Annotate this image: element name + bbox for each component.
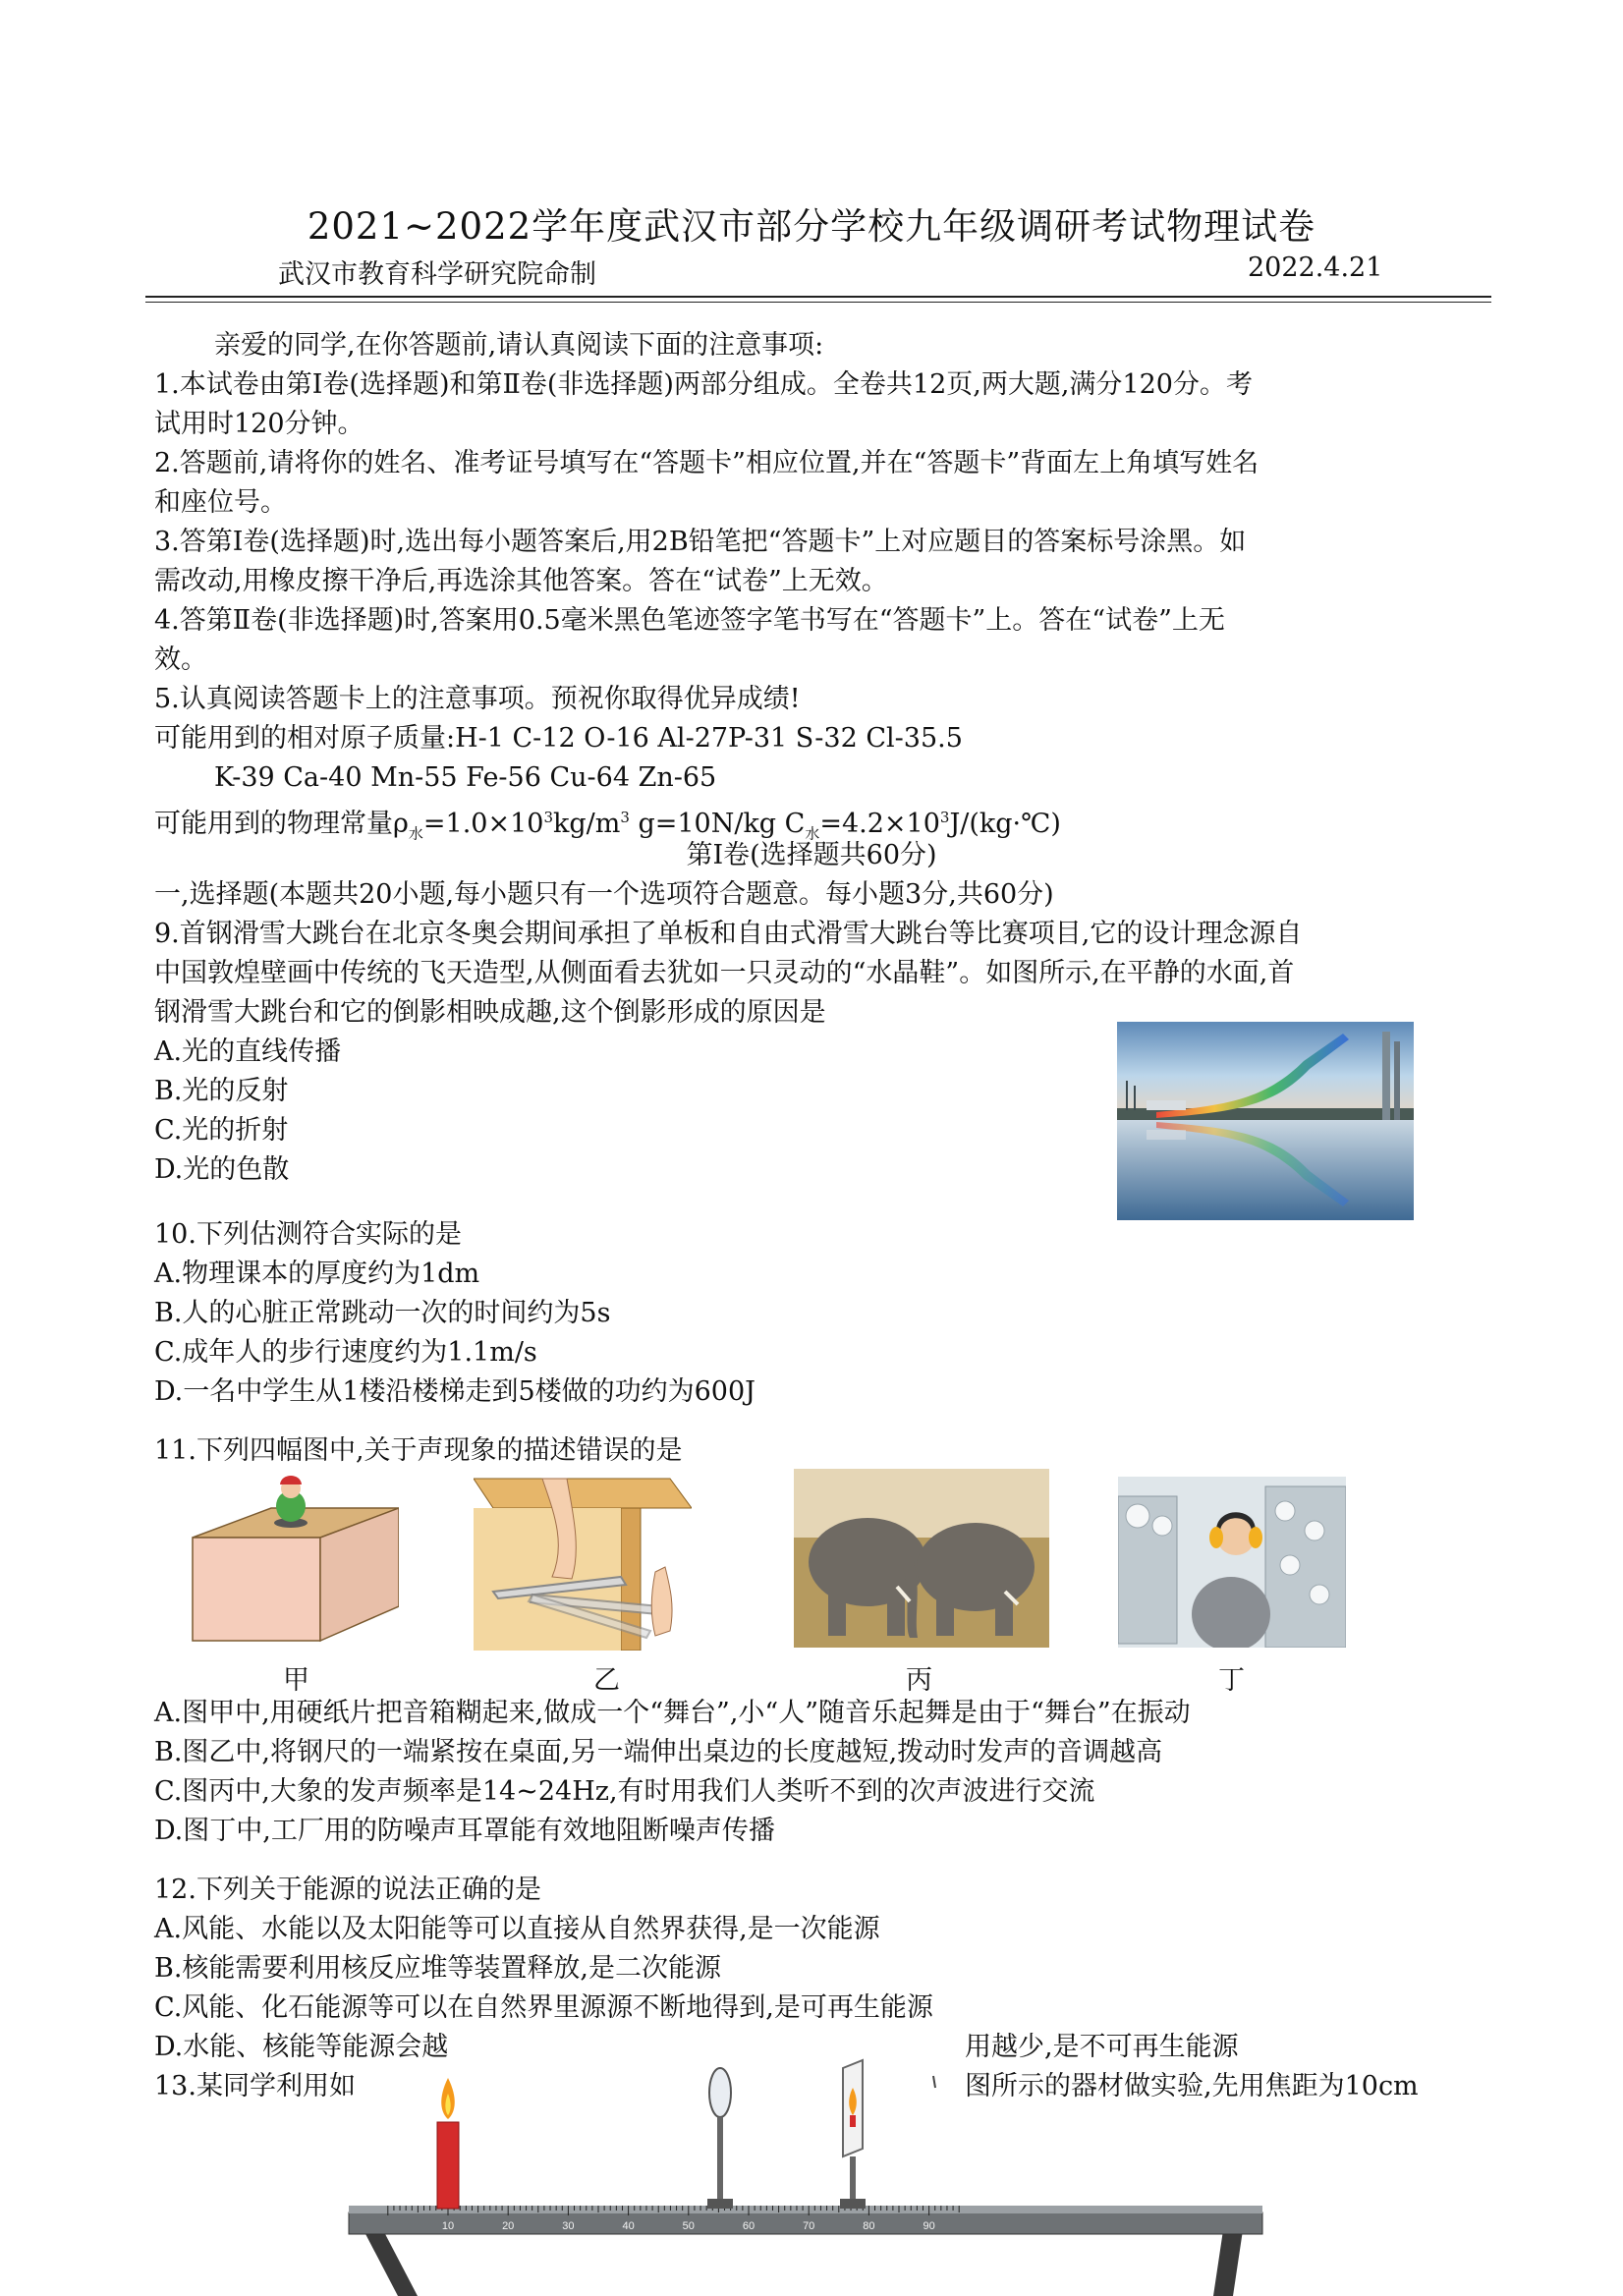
notice-line: 4.答第Ⅱ卷(非选择题)时,答案用0.5毫米黑色笔迹签字笔书写在“答题卡”上。答在“试卷”上无 [154,605,1225,636]
notice-line: 效。 [154,644,207,675]
q9-stem: 中国敦煌壁画中传统的飞天造型,从侧面看去犹如一只灵动的“水晶鞋”。如图所示,在平静的水面,首 [154,958,1295,988]
q9-option: C.光的折射 [154,1115,289,1146]
figure-jia-speaker-box [183,1469,399,1651]
header-rule-thin [145,302,1491,303]
q9-stem: 9.首钢滑雪大跳台在北京冬奥会期间承担了单板和自由式滑雪大跳台等比赛项目,它的设计理念源自 [154,919,1303,949]
q12-option: A.风能、水能以及太阳能等可以直接从自然界获得,是一次能源 [154,1914,880,1944]
q13-stem-left: 13.某同学利用如 [154,2071,356,2101]
figure-bing-elephants [794,1469,1049,1648]
q12-option-d-right: 用越少,是不可再生能源 [965,2032,1239,2062]
q10-option: C.成年人的步行速度约为1.1m/s [154,1337,537,1368]
ruler-tick-label: 70 [803,2220,815,2232]
notice-line: 1.本试卷由第Ⅰ卷(选择题)和第Ⅱ卷(非选择题)两部分组成。全卷共12页,两大题,满分120分。考 [154,369,1253,400]
q11-option: C.图丙中,大象的发声频率是14~24Hz,有时用我们人类听不到的次声波进行交流 [154,1776,1095,1807]
notice-line: 2.答题前,请将你的姓名、准考证号填写在“答题卡”相应位置,并在“答题卡”背面左上角填写姓名 [154,448,1259,478]
figure-label-ding: 丁 [1218,1665,1245,1696]
ruler-tick-label: 60 [742,2220,756,2232]
figure-label-jia: 甲 [283,1665,309,1696]
notice-line: 5.认真阅读答题卡上的注意事项。预祝你取得优异成绩! [154,684,801,714]
ruler-tick-label: 30 [562,2220,575,2232]
notice-line: 3.答第Ⅰ卷(选择题)时,选出每小题答案后,用2B铅笔把“答题卡”上对应题目的答案标号涂黑。如 [154,527,1247,557]
atomic-masses-line: K-39 Ca-40 Mn-55 Fe-56 Cu-64 Zn-65 [214,762,717,793]
q11-stem: 11.下列四幅图中,关于声现象的描述错误的是 [154,1435,683,1466]
q12-option-d-left: D.水能、核能等能源会越 [154,2032,449,2062]
section-instruction: 一,选择题(本题共20小题,每小题只有一个选项符合题意。每小题3分,共60分) [154,879,1054,910]
q11-option: D.图丁中,工厂用的防噪声耳罩能有效地阻断噪声传播 [154,1816,775,1846]
q9-option: B.光的反射 [154,1076,289,1106]
ruler-tick-label: 10 [441,2220,455,2232]
figure-label-bing: 丙 [906,1665,932,1696]
figure-yi-steel-ruler [474,1469,692,1651]
q12-option: C.风能、化石能源等可以在自然界里源源不断地得到,是可再生能源 [154,1992,933,2023]
notice-line: 和座位号。 [154,487,287,518]
ruler-tick-label: 90 [923,2220,935,2232]
ruler-tick-label: 50 [682,2220,695,2232]
q11-option: B.图乙中,将钢尺的一端紧按在桌面,另一端伸出桌边的长度越短,拨动时发声的音调越高 [154,1737,1163,1767]
notice-line: 需改动,用橡皮擦干净后,再选涂其他答案。答在“试卷”上无效。 [154,566,888,596]
notice-line: 试用时120分钟。 [154,409,364,439]
q10-option: A.物理课本的厚度约为1dm [154,1259,480,1289]
q9-option: D.光的色散 [154,1154,290,1185]
figure-label-yi: 乙 [593,1665,620,1696]
page-title: 2021~2022学年度武汉市部分学校九年级调研考试物理试卷 [307,205,1316,248]
notice-intro: 亲爱的同学,在你答题前,请认真阅读下面的注意事项: [214,330,824,361]
header-rule-thick [145,296,1491,298]
optical-bench-figure [344,2058,1267,2296]
q11-option: A.图甲中,用硬纸片把音箱糊起来,做成一个“舞台”,小“人”随音乐起舞是由于“舞台”在振动 [154,1698,1191,1728]
q10-stem: 10.下列估测符合实际的是 [154,1219,462,1250]
atomic-masses-line: 可能用到的相对原子质量:H-1 C-12 O-16 Al-27P-31 S-32 Cl-35.5 [154,723,963,754]
ski-jump-photo [1117,1022,1414,1220]
q10-option: D.一名中学生从1楼沿楼梯走到5楼做的功约为600J [154,1376,756,1407]
q9-stem: 钢滑雪大跳台和它的倒影相映成趣,这个倒影形成的原因是 [154,997,826,1028]
figure-ding-ear-protection [1118,1477,1346,1648]
q12-option: B.核能需要利用核反应堆等装置释放,是二次能源 [154,1953,722,1984]
q12-stem: 12.下列关于能源的说法正确的是 [154,1875,541,1905]
q13-stem-right: 图所示的器材做实验,先用焦距为10cm [965,2071,1419,2101]
issuer: 武汉市教育科学研究院命制 [278,259,596,290]
ruler-tick-label: 40 [622,2220,635,2232]
ruler-tick-label: 20 [502,2220,515,2232]
physical-constants: 可能用到的物理常量$\rho_水=1.0\times 10^3kg/m^3$ g=10N/kg $C_水=4.2\times 10^3J/(kg\cdot℃)$ [154,809,1061,843]
q9-option: A.光的直线传播 [154,1036,342,1067]
ruler-tick-label: 80 [863,2220,875,2232]
q10-option: B.人的心脏正常跳动一次的时间约为5s [154,1298,611,1328]
section-heading: 第Ⅰ卷(选择题共60分) [686,840,937,870]
date: 2022.4.21 [1248,252,1383,283]
